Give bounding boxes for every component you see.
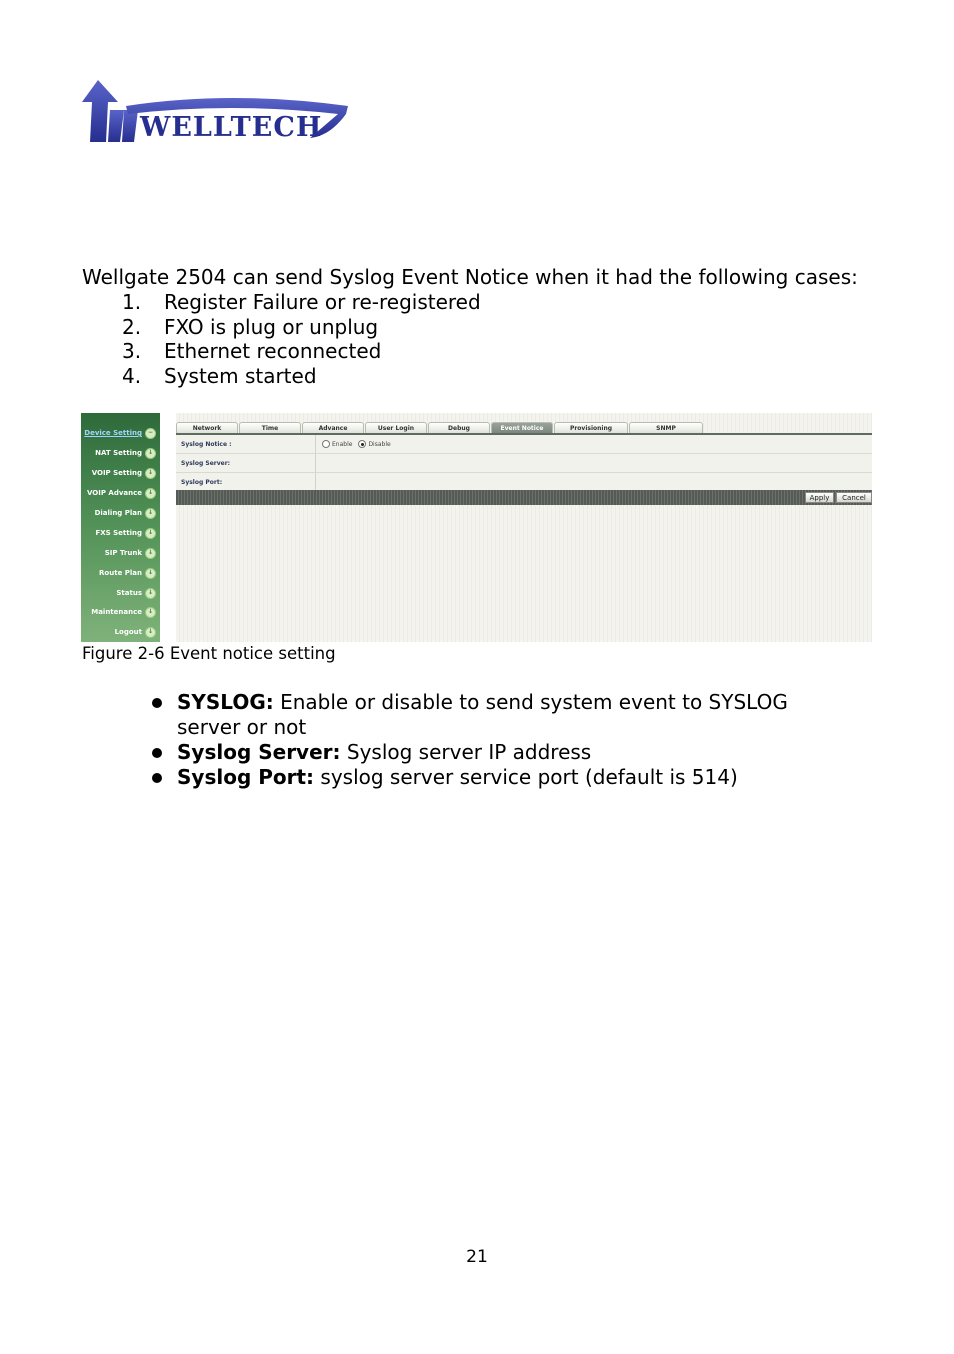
tab-time[interactable]: Time xyxy=(239,422,301,433)
settings-panel xyxy=(176,413,872,642)
tab-debug[interactable]: Debug xyxy=(428,422,490,433)
tab-provisioning[interactable]: Provisioning xyxy=(554,422,628,433)
syslog-server-row xyxy=(176,454,872,473)
sidebar-item-voip-setting[interactable]: VOIP Setting ↓ xyxy=(92,466,156,480)
case-list xyxy=(82,290,481,389)
arrow-down-icon: ↓ xyxy=(145,627,156,638)
radio-icon xyxy=(322,440,330,448)
collapse-icon: − xyxy=(145,428,156,439)
figure-caption: Figure 2-6 Event notice setting xyxy=(82,644,336,663)
arrow-down-icon: ↓ xyxy=(145,508,156,519)
tab-network[interactable]: Network xyxy=(176,422,238,433)
sidebar-item-fxs-setting[interactable]: FXS Setting ↓ xyxy=(95,526,156,540)
field-descriptions xyxy=(150,690,850,790)
logo-brand-text: WELLTECH xyxy=(140,112,323,143)
syslog-server-label: Syslog Server: xyxy=(176,454,316,472)
tab-event-notice[interactable]: Event Notice xyxy=(491,422,553,433)
syslog-notice-label: Syslog Notice : xyxy=(176,435,316,453)
enable-radio[interactable]: Enable xyxy=(322,440,352,448)
arrow-down-icon: ↓ xyxy=(145,468,156,479)
sidebar-item-dialing-plan[interactable]: Dialing Plan ↓ xyxy=(95,506,156,520)
radio-selected-icon xyxy=(358,440,366,448)
arrow-down-icon: ↓ xyxy=(145,448,156,459)
arrow-down-icon: ↓ xyxy=(145,548,156,559)
syslog-port-field[interactable] xyxy=(316,473,872,491)
sidebar-item-sip-trunk[interactable]: SIP Trunk ↓ xyxy=(105,546,156,560)
syslog-notice-row xyxy=(176,435,872,454)
list-item: SYSLOG: Enable or disable to send system event to SYSLOG server or not xyxy=(150,690,850,740)
sidebar-item-voip-advance[interactable]: VOIP Advance ↓ xyxy=(87,486,156,500)
sidebar-item-route-plan[interactable]: Route Plan ↓ xyxy=(99,566,156,580)
list-item: 4. System started xyxy=(122,364,317,389)
list-item: 2. FXO is plug or unplug xyxy=(122,314,379,339)
bullet-icon xyxy=(152,773,162,783)
list-item: 1. Register Failure or re-registered xyxy=(122,290,481,314)
tab-snmp[interactable]: SNMP xyxy=(629,422,703,433)
sidebar-menu xyxy=(81,413,160,642)
apply-button[interactable]: Apply xyxy=(805,492,834,503)
welltech-logo xyxy=(80,80,352,146)
sidebar-item-maintenance[interactable]: Maintenance ↓ xyxy=(91,605,156,619)
syslog-form xyxy=(176,435,872,492)
sidebar-item-nat-setting[interactable]: NAT Setting ↓ xyxy=(95,446,156,460)
cancel-button[interactable]: Cancel xyxy=(836,492,872,503)
arrow-down-icon: ↓ xyxy=(145,607,156,618)
sidebar-item-device-setting[interactable]: Device Setting − xyxy=(84,426,156,440)
arrow-down-icon: ↓ xyxy=(145,568,156,579)
tab-user-login[interactable]: User Login xyxy=(365,422,427,433)
sidebar-item-logout[interactable]: Logout ↓ xyxy=(115,625,156,639)
intro-text: Wellgate 2504 can send Syslog Event Notice when it had the following cases: xyxy=(82,265,858,289)
bullet-icon xyxy=(152,748,162,758)
event-notice-screenshot xyxy=(81,413,872,642)
tab-advance[interactable]: Advance xyxy=(302,422,364,433)
bullet-icon xyxy=(152,698,162,708)
sidebar-item-status[interactable]: Status ↓ xyxy=(116,586,156,600)
list-item: 3. Ethernet reconnected xyxy=(122,339,382,364)
arrow-down-icon: ↓ xyxy=(145,588,156,599)
syslog-port-label: Syslog Port: xyxy=(176,473,316,491)
action-bar xyxy=(176,490,872,505)
arrow-down-icon: ↓ xyxy=(145,488,156,499)
arrow-down-icon: ↓ xyxy=(145,528,156,539)
page-number: 21 xyxy=(466,1247,488,1267)
list-item: Syslog Port: syslog server service port (default is 514) xyxy=(150,765,850,790)
disable-radio[interactable]: Disable xyxy=(358,440,390,448)
syslog-server-field[interactable] xyxy=(316,454,872,472)
list-item: Syslog Server: Syslog server IP address xyxy=(150,740,850,765)
